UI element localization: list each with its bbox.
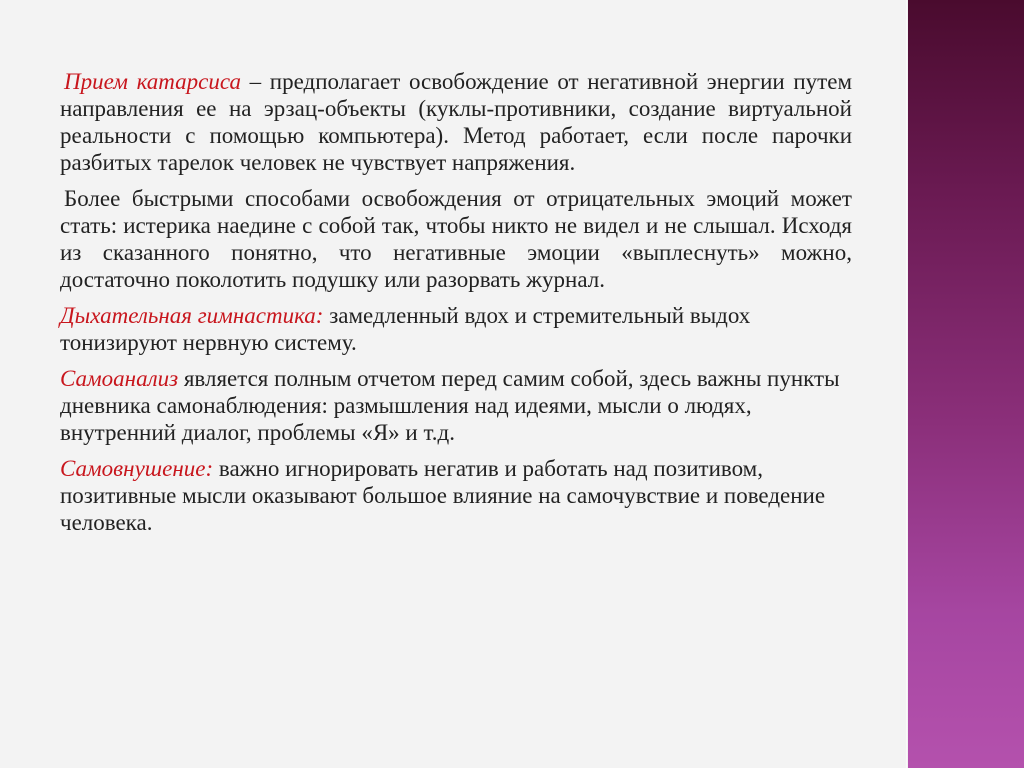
term-breathing-exercises: Дыхательная гимнастика: <box>60 303 324 328</box>
paragraph-text: замедленный вдох и стремительный выдох тонизируют нервную систему. <box>60 303 751 355</box>
paragraph-self-suggestion <box>60 455 852 536</box>
term-self-analysis: Самоанализ <box>60 366 179 391</box>
paragraph-self-analysis <box>60 365 852 446</box>
paragraph-fast-release <box>60 185 852 293</box>
paragraph-text: важно игнорировать негатив и работать над позитивом, позитивные мысли оказывают большое влияние на самочувствие и поведение человека. <box>60 456 826 535</box>
slide-content <box>60 68 852 545</box>
paragraph-text: является полным отчетом перед самим собой, здесь важны пункты дневника самонаблюдения: размышления над идеями, мысли о людях, внутренний диалог, проблемы «Я» и т.д. <box>60 366 840 445</box>
term-catharsis: Прием катарсиса <box>64 69 241 94</box>
paragraph-text: – предполагает освобождение от негативной энергии путем направления ее на эрзац-объекты (куклы-противники, создание виртуальной реальности с помощью компьютера). Метод работает, если после парочки разбитых тарелок человек не чувствует напряжения. <box>60 69 852 175</box>
paragraph-text: Более быстрыми способами освобождения от отрицательных эмоций может стать: истерика наедине с собой так, чтобы никто не видел и не слышал. Исходя из сказанного понятно, что негативные эмоции «выплеснуть» можно, достаточно поколотить подушку или разорвать журнал. <box>60 186 852 292</box>
paragraph-catharsis <box>60 68 852 176</box>
term-self-suggestion: Самовнушение: <box>60 456 214 481</box>
paragraph-breathing <box>60 302 852 356</box>
decorative-side-band <box>908 0 1024 768</box>
